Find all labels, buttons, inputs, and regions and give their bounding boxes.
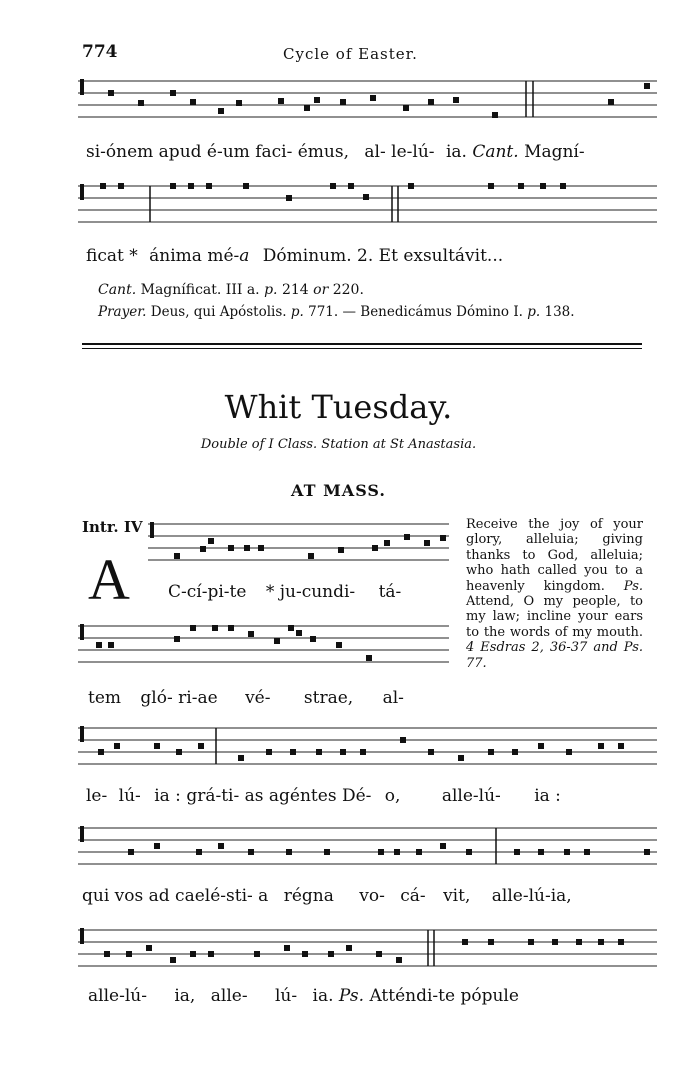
section-heading: AT MASS. [291,481,386,500]
lyric-line: alle-lú- ia, alle- lú- ia. Ps. Atténdi-te pópule [88,986,519,1006]
subtitle: Double of I Class. Station at St Anastasia. [200,437,477,452]
divider [82,343,642,345]
lyric-line: qui vos ad caelé-sti- a régna vo- cá- vit, alle-lú-ia, [82,886,572,906]
music-staff [78,722,657,776]
music-staff [148,518,449,568]
music-staff [78,822,657,876]
translation-text: Receive the joy of your glory, alleluia; giving thanks to God, alleluia; who hath called you to a heavenly kingdom. Ps. Attend, O my people, to my law; incline your ears to the words of my mouth. 4 Esdras 2, 36-37 and Ps. 77. [466,517,643,671]
prayer-note: Prayer. Deus, qui Apóstolis. p. 771. — Benedicámus Dómino I. p. 138. [98,304,575,320]
divider [82,348,642,349]
lyric-line: tem gló- ri-ae vé- strae, al- [88,688,404,708]
introit-label: Intr. IV [82,518,143,536]
page-number: 774 [82,42,118,62]
initial-letter: A [88,547,130,612]
music-staff [78,924,657,978]
running-title: Cycle of Easter. [283,45,418,63]
music-staff [78,180,657,230]
lyric-line: si-ónem apud é-um faci- émus, al- le-lú- ia. Cant. Magní- [86,142,585,162]
lyric-line: le- lú- ia : grá-ti- as agéntes Dé- o, alle-lú- ia : [86,786,561,806]
lyric-line: C-cí-pi-te * ju-cundi- tá- [168,582,402,602]
lyric-line: ficat * ánima mé-a Dóminum. 2. Et exsultávit... [86,246,504,266]
music-staff [78,75,657,135]
page-title: Whit Tuesday. [224,388,453,426]
cant-note: Cant. Magníficat. III a. p. 214 or 220. [98,282,364,298]
music-staff [78,620,449,670]
